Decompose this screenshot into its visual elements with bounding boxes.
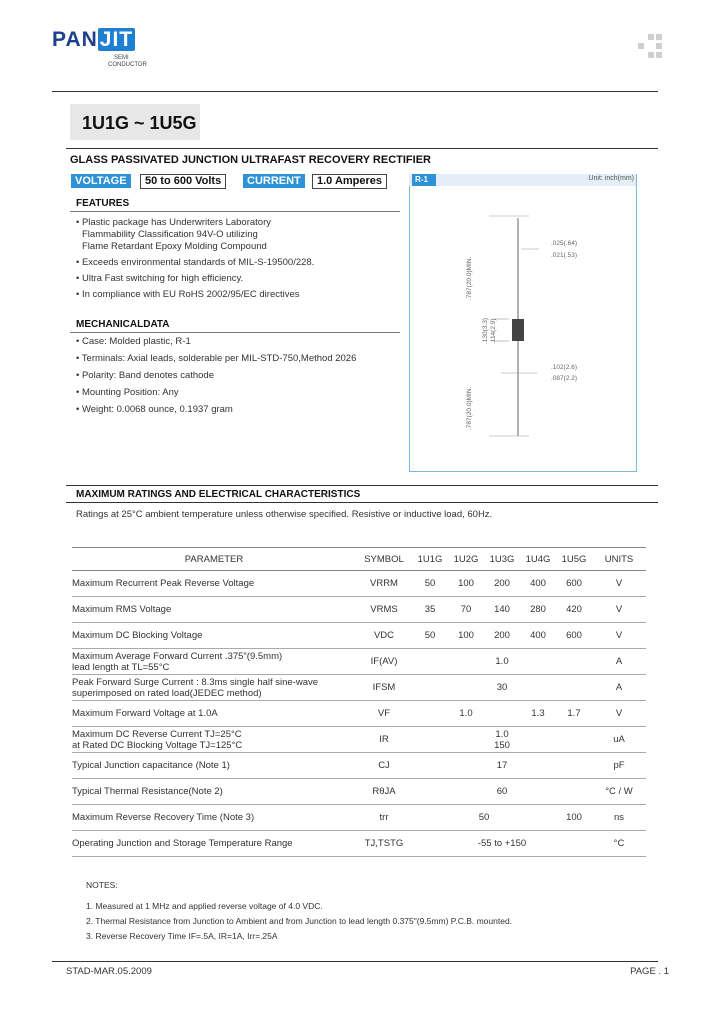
dim-lead-top: .787(20.0)MIN. xyxy=(466,256,473,300)
table-row xyxy=(72,831,646,857)
dim-lead-diameter-max: .025(.64) xyxy=(551,240,578,247)
row-symbol: IR xyxy=(356,727,412,753)
table-row xyxy=(72,753,646,779)
footer-rule xyxy=(52,961,658,962)
row-unit: ns xyxy=(592,805,646,831)
row-parameter: Typical Junction capacitance (Note 1) xyxy=(72,753,356,779)
header-units: UNITS xyxy=(592,548,646,571)
title-rule xyxy=(66,148,658,149)
row-value: 50 xyxy=(412,623,448,649)
row-parameter: Maximum Forward Voltage at 1.0A xyxy=(72,701,356,727)
row-value: 1.0 xyxy=(412,701,520,727)
features-list xyxy=(76,217,314,301)
table-row xyxy=(72,623,646,649)
row-unit: A xyxy=(592,675,646,701)
row-unit: V xyxy=(592,597,646,623)
row-value: 200 xyxy=(484,623,520,649)
table-header-row xyxy=(72,548,646,571)
dim-body-length: .130(3.3) .114(2.9) xyxy=(482,317,497,344)
row-value: 100 xyxy=(448,623,484,649)
row-value: 100 xyxy=(556,805,592,831)
row-value: 17 xyxy=(412,753,592,779)
row-symbol: CJ xyxy=(356,753,412,779)
logo-semi: SEMI xyxy=(114,55,129,61)
logo-jit: JIT xyxy=(99,28,134,51)
header-1u3g: 1U3G xyxy=(484,548,520,571)
logo-pan: PAN xyxy=(52,28,98,51)
row-unit: °C / W xyxy=(592,779,646,805)
row-value: 70 xyxy=(448,597,484,623)
notes-heading: NOTES: xyxy=(86,880,118,890)
row-value: 400 xyxy=(520,623,556,649)
row-value: 1.0 xyxy=(412,649,592,675)
row-value: 35 xyxy=(412,597,448,623)
row-unit: V xyxy=(592,623,646,649)
package-unit: Unit: inch(mm) xyxy=(588,175,634,182)
row-value: 280 xyxy=(520,597,556,623)
ratings-note: Ratings at 25°C ambient temperature unless otherwise specified. Resistive or inductive load, 60Hz. xyxy=(76,509,493,520)
logo-subtext xyxy=(108,55,147,69)
dim-body-diameter-min: .087(2.2) xyxy=(551,375,578,382)
row-value: 50 xyxy=(412,805,556,831)
row-value: 1.7 xyxy=(556,701,592,727)
table-row xyxy=(72,649,646,675)
row-value: 30 xyxy=(412,675,592,701)
row-value: -55 to +150 xyxy=(412,831,592,857)
header-rule xyxy=(52,91,658,92)
voltage-value: 50 to 600 Volts xyxy=(140,174,226,189)
row-value: 420 xyxy=(556,597,592,623)
row-value: 50 xyxy=(412,571,448,597)
row-value: 60 xyxy=(412,779,592,805)
mechanical-item: • Case: Molded plastic, R-1 xyxy=(76,336,191,347)
current-label: CURRENT xyxy=(243,174,305,188)
ratings-rule-top xyxy=(66,485,658,486)
row-symbol: RθJA xyxy=(356,779,412,805)
header-1u5g: 1U5G xyxy=(556,548,592,571)
row-value: 1.3 xyxy=(520,701,556,727)
row-value: 1.0 150 xyxy=(412,727,592,753)
row-value: 600 xyxy=(556,571,592,597)
row-symbol: VDC xyxy=(356,623,412,649)
mechanical-item: • Weight: 0.0068 ounce, 0.1937 gram xyxy=(76,404,233,415)
row-symbol: IFSM xyxy=(356,675,412,701)
row-symbol: TJ,TSTG xyxy=(356,831,412,857)
header-parameter: PARAMETER xyxy=(72,548,356,571)
table-row xyxy=(72,597,646,623)
header-1u2g: 1U2G xyxy=(448,548,484,571)
package-label: R-1 xyxy=(412,174,436,186)
row-symbol: trr xyxy=(356,805,412,831)
row-unit: °C xyxy=(592,831,646,857)
ratings-heading: MAXIMUM RATINGS AND ELECTRICAL CHARACTERISTICS xyxy=(76,489,361,500)
feature-item: Flame Retardant Epoxy Molding Compound xyxy=(82,241,267,252)
row-unit: A xyxy=(592,649,646,675)
dim-lead-bottom: .787(20.0)MIN. xyxy=(466,386,473,430)
header-1u1g: 1U1G xyxy=(412,548,448,571)
row-unit: pF xyxy=(592,753,646,779)
row-unit: V xyxy=(592,701,646,727)
current-value: 1.0 Amperes xyxy=(312,174,387,189)
features-rule xyxy=(70,211,400,212)
row-symbol: VRRM xyxy=(356,571,412,597)
table-row xyxy=(72,571,646,597)
row-parameter: Maximum Recurrent Peak Reverse Voltage xyxy=(72,571,356,597)
diode-drawing-icon xyxy=(409,186,636,470)
table-row xyxy=(72,701,646,727)
notes xyxy=(86,878,512,944)
dim-body-diameter-max: .102(2.6) xyxy=(551,364,578,371)
footer-page: PAGE . 1 xyxy=(630,966,669,977)
ratings-rule-bottom xyxy=(66,502,658,503)
note-item: 3. Reverse Recovery Time IF=.5A, IR=1A, Irr=.25A xyxy=(86,931,278,941)
feature-item: Flammability Classification 94V-O utilizing xyxy=(82,229,258,240)
header-1u4g: 1U4G xyxy=(520,548,556,571)
page-title: 1U1G ~ 1U5G xyxy=(82,113,197,133)
feature-item: • Plastic package has Underwriters Laboratory xyxy=(76,217,272,228)
voltage-label: VOLTAGE xyxy=(71,174,131,188)
row-symbol: VRMS xyxy=(356,597,412,623)
decorative-dots-icon xyxy=(638,34,664,60)
feature-item: • Exceeds environmental standards of MIL-S-19500/228. xyxy=(76,257,315,268)
table-row xyxy=(72,727,646,753)
footer-date: STAD-MAR.05.2009 xyxy=(66,966,152,977)
row-parameter: Maximum RMS Voltage xyxy=(72,597,356,623)
row-symbol: VF xyxy=(356,701,412,727)
row-unit: V xyxy=(592,571,646,597)
panjit-logo xyxy=(52,28,135,52)
table-row xyxy=(72,779,646,805)
logo-conductor: CONDUCTOR xyxy=(108,62,147,68)
mechanical-list xyxy=(76,336,356,421)
features-heading: FEATURES xyxy=(76,198,130,209)
row-value: 140 xyxy=(484,597,520,623)
row-value: 100 xyxy=(448,571,484,597)
row-parameter: Peak Forward Surge Current : 8.3ms single half sine-wave superimposed on rated load(JEDEC method) xyxy=(72,675,356,701)
row-parameter: Operating Junction and Storage Temperature Range xyxy=(72,831,356,857)
row-unit: uA xyxy=(592,727,646,753)
row-parameter: Maximum Reverse Recovery Time (Note 3) xyxy=(72,805,356,831)
row-parameter: Maximum DC Blocking Voltage xyxy=(72,623,356,649)
feature-item: • In compliance with EU RoHS 2002/95/EC directives xyxy=(76,289,300,300)
row-symbol: IF(AV) xyxy=(356,649,412,675)
dim-lead-diameter-min: .021(.53) xyxy=(551,252,578,259)
row-parameter: Maximum Average Forward Current .375"(9.5mm) lead length at TL=55°C xyxy=(72,649,356,675)
subtitle: GLASS PASSIVATED JUNCTION ULTRAFAST RECOVERY RECTIFIER xyxy=(70,154,431,166)
row-value: 400 xyxy=(520,571,556,597)
characteristics-table xyxy=(72,547,646,857)
row-value: 600 xyxy=(556,623,592,649)
row-parameter: Typical Thermal Resistance(Note 2) xyxy=(72,779,356,805)
row-parameter: Maximum DC Reverse Current TJ=25°C at Rated DC Blocking Voltage TJ=125°C xyxy=(72,727,356,753)
feature-item: • Ultra Fast switching for high efficiency. xyxy=(76,273,244,284)
mechanical-heading: MECHANICALDATA xyxy=(76,319,170,330)
mechanical-item: • Terminals: Axial leads, solderable per MIL-STD-750,Method 2026 xyxy=(76,353,357,364)
header-symbol: SYMBOL xyxy=(356,548,412,571)
row-value: 200 xyxy=(484,571,520,597)
mechanical-rule xyxy=(70,332,400,333)
note-item: 1. Measured at 1 MHz and applied reverse voltage of 4.0 VDC. xyxy=(86,901,323,911)
note-item: 2. Thermal Resistance from Junction to Ambient and from Junction to lead length 0.375"(9.5mm) P.C.B. mounted. xyxy=(86,916,513,926)
table-row xyxy=(72,675,646,701)
mechanical-item: • Mounting Position: Any xyxy=(76,387,179,398)
mechanical-item: • Polarity: Band denotes cathode xyxy=(76,370,215,381)
table-row xyxy=(72,805,646,831)
